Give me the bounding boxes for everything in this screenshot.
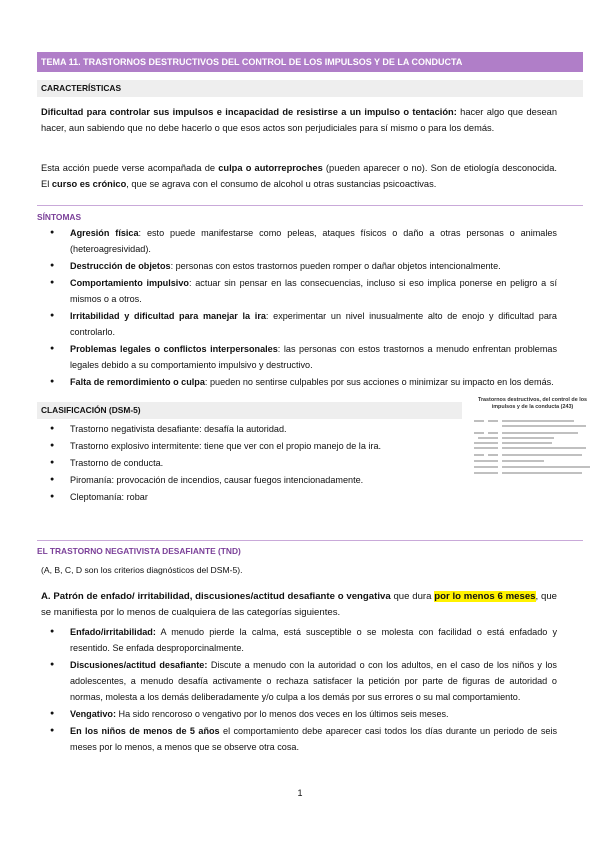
divider <box>37 205 583 206</box>
list-item <box>45 657 557 705</box>
item-text: A menudo pierde la calma, está susceptible o se molesta con facilidad o está enfadado y resentido. Se enfada desproporcinalmente. <box>70 627 557 653</box>
section-heading-caracteristicas: CARACTERÍSTICAS <box>37 80 583 97</box>
list-item <box>45 341 557 373</box>
bold-phrase: curso es crónico <box>51 179 127 189</box>
clasificacion-list <box>45 421 445 506</box>
item-label: Irritabilidad y dificultad para manejar la ira <box>70 311 266 321</box>
item-text: Ha sido rencoroso o vengativo por lo menos dos veces en los últimos seis meses. <box>115 709 449 719</box>
item-label: En los niños de menos de 5 años <box>70 726 220 736</box>
paragraph-culpa <box>41 160 557 192</box>
text-span: , que se manifiesta por lo menos de cualquiera de las categorías siguientes. <box>41 591 557 618</box>
bold-phrase: A. Patrón de enfado/ irritabilidad, discusiones/actitud desafiante o vengativa <box>41 591 391 602</box>
item-label: Problemas legales o conflictos interpersonales <box>70 344 278 354</box>
figure-caption: Trastornos destructivos, del control de los impulsos y de la conducta (243) <box>477 397 588 410</box>
text-span: Esta acción puede verse acompañada de <box>41 163 219 173</box>
item-label: Comportamiento impulsivo <box>70 278 189 288</box>
criteria-note: (A, B, C, D son los criterios diagnósticos del DSM-5). <box>41 565 243 575</box>
item-text: : las personas con estos trastornos a menudo enfrentan problemas legales debido a su comportamiento impulsivo y destructivo. <box>70 344 558 370</box>
list-item: ● Trastorno negativista desafiante: desafía la autoridad. <box>45 421 445 437</box>
list-item <box>45 275 557 307</box>
sintomas-list <box>45 225 557 391</box>
text-span: (pueden aparecer o no). Son de etiología desconocida. El <box>41 163 557 189</box>
bold-phrase: culpa o autorreproches <box>218 163 323 173</box>
list-item <box>45 225 557 257</box>
tnd-criteria-list <box>45 624 557 756</box>
item-text: el comportamiento debe aparecer casi todos los días durante un periodo de seis meses por lo menos, a menos que se observe otra cosa. <box>70 726 557 752</box>
section-heading-tnd: EL TRASTORNO NEGATIVISTA DESAFIANTE (TND) <box>37 546 241 556</box>
item-label: Agresión física <box>70 228 139 238</box>
list-item <box>45 308 557 340</box>
section-heading-sintomas: SÍNTOMAS <box>37 212 82 222</box>
item-text: : personas con estos trastornos pueden romper o dañar objetos intencionalmente. <box>170 261 501 271</box>
list-item: ● Trastorno de conducta. <box>45 455 445 471</box>
item-text: : actuar sin pensar en las consecuencias, incluso si eso implica ponerse en peligro a sí mismos o a otros. <box>70 278 557 304</box>
page-number: 1 <box>297 788 303 798</box>
list-item <box>45 258 557 274</box>
item-label: Enfado/irritabilidad: <box>70 627 156 637</box>
item-label: Discusiones/actitud desafiante: <box>70 660 208 670</box>
section-heading-clasificacion: CLASIFICACIÓN (DSM-5) <box>37 402 462 419</box>
dsm-classification-figure <box>474 417 592 475</box>
list-item: ● Trastorno explosivo intermitente: tiene que ver con el propio manejo de la ira. <box>45 438 445 454</box>
item-text: : experimentar un nivel inusualmente alto de enojo y dificultad para controlarlo. <box>70 311 557 337</box>
criterion-a <box>41 589 557 621</box>
list-item: ● Piromanía: provocación de incendios, causar fuegos intencionadamente. <box>45 472 445 488</box>
page-title: TEMA 11. TRASTORNOS DESTRUCTIVOS DEL CONTROL DE LOS IMPULSOS Y DE LA CONDUCTA <box>37 52 583 72</box>
list-item <box>45 624 557 656</box>
list-item <box>45 723 557 755</box>
item-label: Vengativo: <box>70 709 116 719</box>
list-item <box>45 374 557 390</box>
divider <box>37 540 583 541</box>
item-label: Falta de remordimiento o culpa <box>70 377 205 387</box>
item-label: Destrucción de objetos <box>70 261 171 271</box>
bold-phrase: Dificultad para controlar sus impulsos e incapacidad de resistirse a un impulso o tentación: <box>41 107 457 117</box>
list-item: ● Cleptomanía: robar <box>45 489 445 505</box>
text-span: que dura <box>390 591 435 602</box>
item-text: Discute a menudo con la autoridad o con los adultos, en el caso de los niños y los adolescentes, a menudo desafía activamente o rechaza satisfacer la petición por parte de figuras de autoridad o normas, molesta a los demás deliberadamente y/o culpa a los demás por sus errores o su mal comportamiento. <box>70 660 557 702</box>
paragraph-dificultad <box>41 104 557 136</box>
text-span: hacer algo que desean hacer, aun sabiendo que no debe hacerlo o que esos actos son perjudiciales para sí mismo o para los demás. <box>41 107 557 133</box>
item-text: : esto puede manifestarse como peleas, ataques físicos o daño a otras personas o animales (heteroagresividad). <box>70 228 557 254</box>
highlight-duration: por lo menos 6 meses <box>434 591 536 602</box>
list-item <box>45 706 557 722</box>
item-text: : pueden no sentirse culpables por sus acciones o minimizar su impacto en los demás. <box>204 377 554 387</box>
text-span: , que se agrava con el consumo de alcohol u otras sustancias psicoactivas. <box>126 179 437 189</box>
